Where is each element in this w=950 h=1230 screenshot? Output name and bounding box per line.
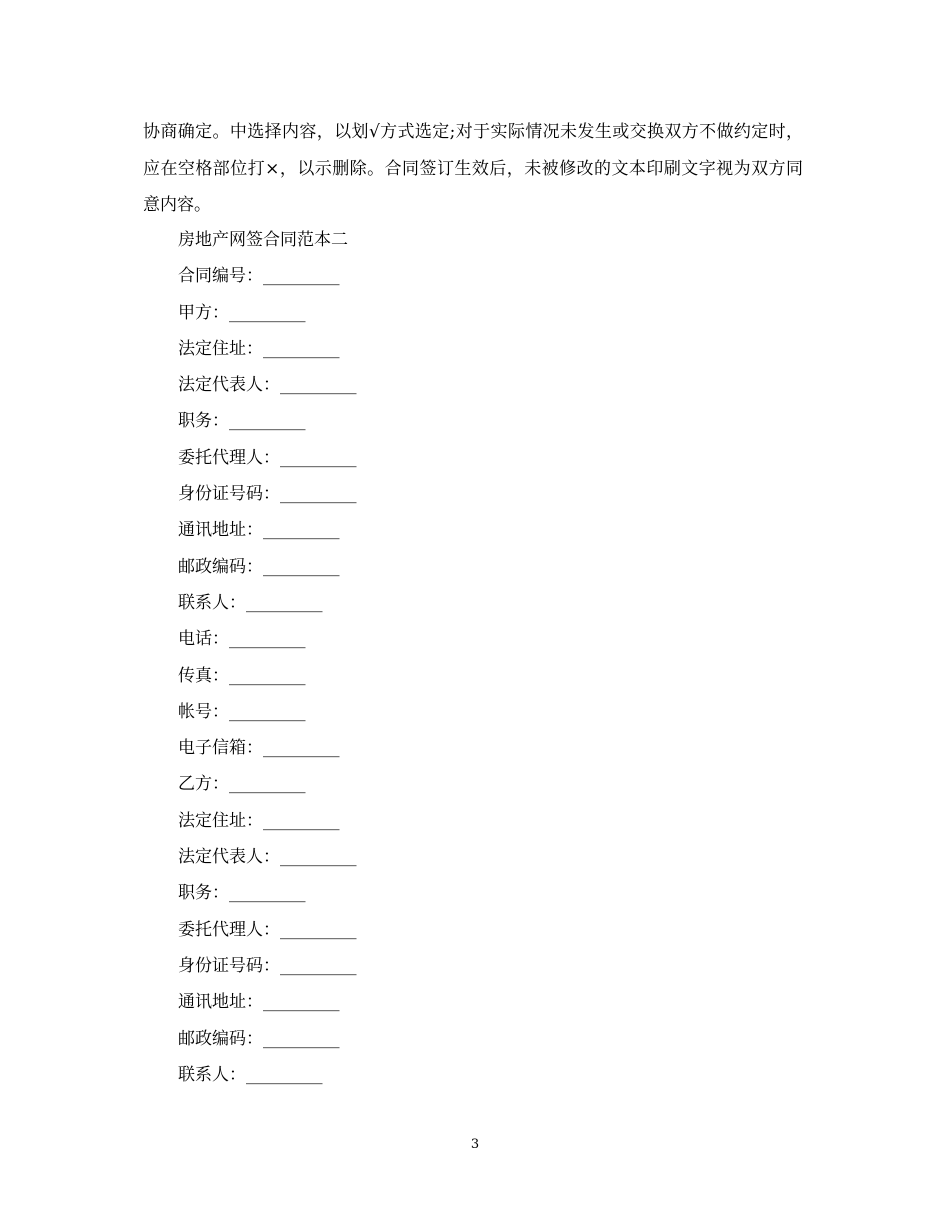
field-b-legal-address: 法定住址：_________ [178,810,340,831]
field-a-fax: 传真：_________ [178,665,306,686]
field-a-mailing-address: 通讯地址：_________ [178,520,340,541]
field-a-contact-person: 联系人：_________ [178,592,323,613]
page-number: 3 [470,1137,480,1152]
contract-field-list [178,222,357,1093]
field-party-a: 甲方：_________ [178,302,306,323]
field-b-postal-code: 邮政编码：_________ [178,1028,340,1049]
section-title: 房地产网签合同范本二 [178,230,348,250]
field-b-authorized-agent: 委托代理人：_________ [178,919,357,940]
field-party-b: 乙方：_________ [178,774,306,795]
field-a-account: 帐号：_________ [178,701,306,722]
field-a-legal-representative: 法定代表人：_________ [178,375,357,396]
field-a-postal-code: 邮政编码：_________ [178,556,340,577]
field-a-phone: 电话：_________ [178,629,306,650]
field-b-position: 职务：_________ [178,883,306,904]
field-a-legal-address: 法定住址：_________ [178,338,340,359]
field-b-legal-representative: 法定代表人：_________ [178,847,357,868]
intro-paragraph: 协商确定。中选择内容，以划√方式选定;对于实际情况未发生或交换双方不做约定时，应在空格部位打×，以示删除。合同签订生效后，未被修改的文本印刷文字视为双方同意内容。 [143,122,803,215]
field-a-email: 电子信箱：_________ [178,738,340,759]
field-a-position: 职务：_________ [178,411,306,432]
field-b-id-number: 身份证号码：_________ [178,955,357,976]
field-b-mailing-address: 通讯地址：_________ [178,992,340,1013]
field-a-authorized-agent: 委托代理人：_________ [178,447,357,468]
field-a-id-number: 身份证号码：_________ [178,484,357,505]
field-contract-number: 合同编号：_________ [178,266,340,287]
field-b-contact-person: 联系人：_________ [178,1064,323,1085]
